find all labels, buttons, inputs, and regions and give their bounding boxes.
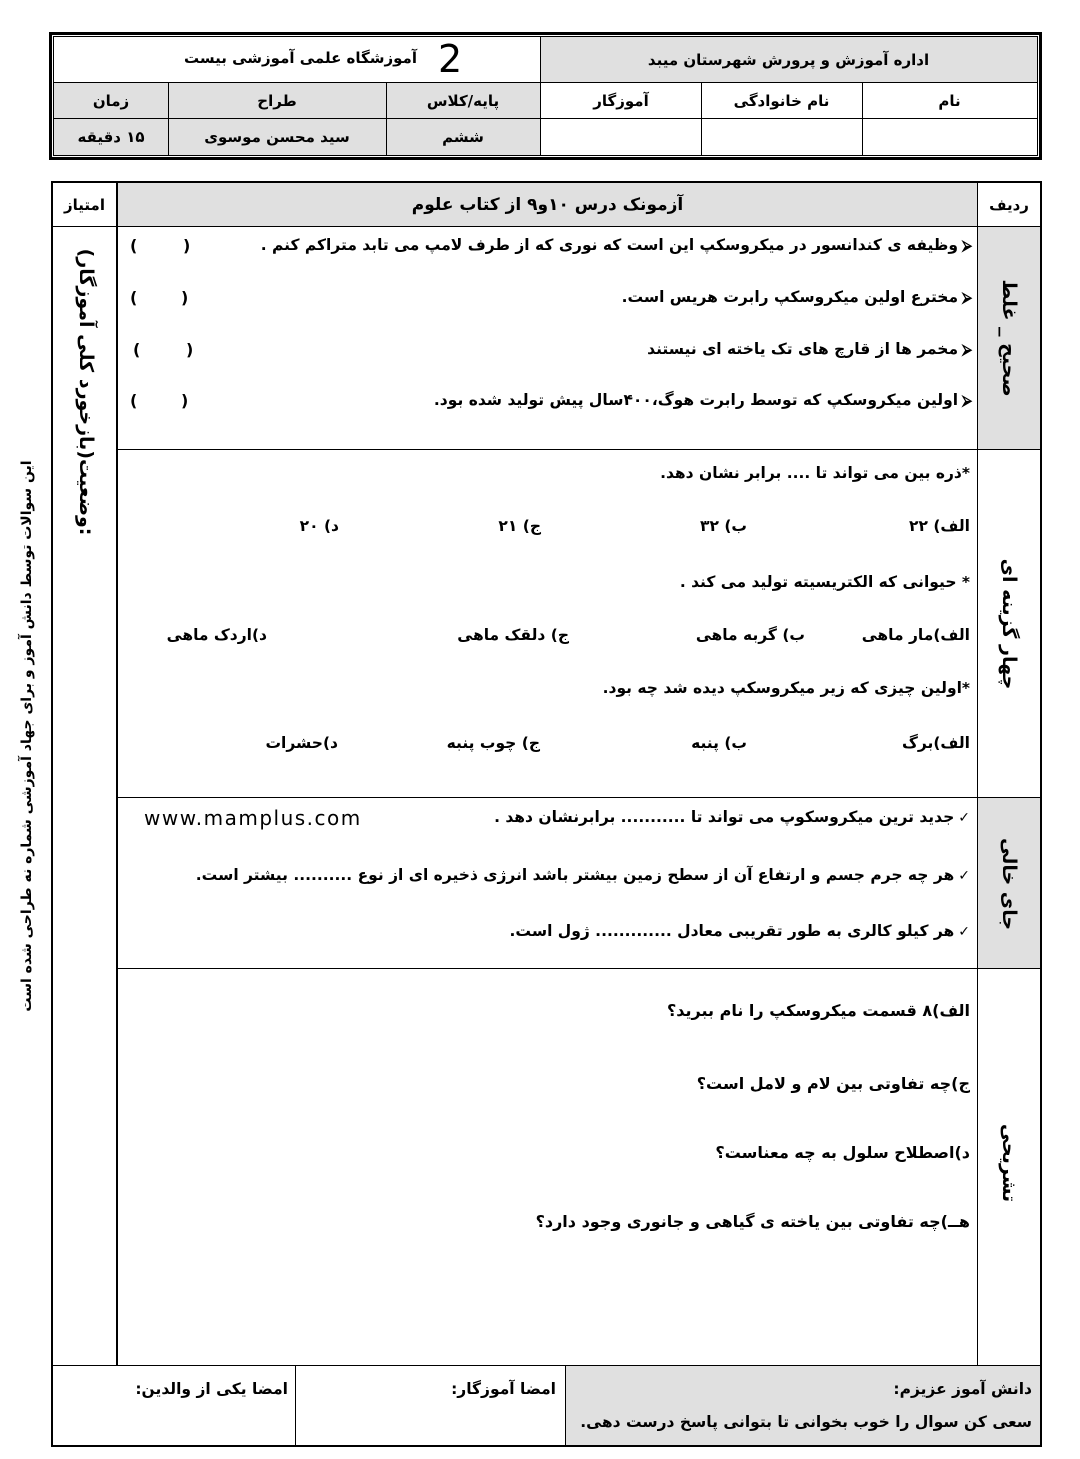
divider	[168, 82, 169, 156]
teacher-signature-label: امضا آموزگار:	[451, 1380, 556, 1398]
student-message-cell	[566, 1366, 1040, 1445]
fill-item: ✓هر چه جرم جسم و ارتفاع آن از سطح زمین بیشتر باشد انرژی ذخیره ای از نوع .......... بیشتر است.	[195, 866, 970, 884]
tf-item: ⮚اولین میکروسکپ که توسط رابرت هوگ،۴۰۰سال پیش تولید شده بود.	[433, 391, 972, 409]
mc-option[interactable]: د)اردک ماهی	[166, 626, 267, 644]
answer-box[interactable]: )	[183, 236, 191, 255]
name-field[interactable]	[862, 119, 1037, 155]
fill-item: ✓هر کیلو کالری به طور تقریبی معادل ............. ژول است.	[509, 922, 970, 940]
mc-option[interactable]: ج) چوب پنبه	[446, 734, 540, 752]
tf-item: ⮚مخترع اولین میکروسکپ رابرت هریس است.	[621, 288, 972, 306]
label-family: نام خانوادگی	[701, 83, 862, 119]
tf-item: ⮚مخمر ها از قارچ های تک یاخته ای نیستند	[647, 340, 972, 358]
answer-box[interactable]: (	[130, 288, 138, 307]
institute-name: آموزشگاه علمی آموزشی بیست	[184, 49, 417, 67]
answer-box[interactable]: )	[181, 288, 189, 307]
family-field[interactable]	[701, 119, 862, 155]
institute-cell	[54, 37, 540, 82]
col-score-header: امتیاز	[64, 195, 105, 214]
exam-title: آزمونک درس ۱۰و۹ از کتاب علوم	[117, 183, 978, 226]
designer-value: سید محسن موسوی	[168, 119, 386, 155]
desc-item: د)اصطلاح سلول به چه معناست؟	[715, 1143, 970, 1162]
parent-signature-label: امضا یکی از والدین:	[135, 1380, 288, 1398]
mc-option[interactable]: الف)برگ	[901, 734, 970, 752]
label-grade: پایه/کلاس	[386, 83, 540, 119]
answer-box[interactable]: (	[130, 391, 138, 410]
tf-item: ⮚وظیفه ی کندانسور در میکروسکپ این است که نوری که از طرف لامپ می تابد متراکم کنم .	[260, 236, 972, 254]
mc-option[interactable]: ج) دلقک ماهی	[457, 626, 569, 644]
desc-item: ج)چه تفاوتی بین لام و لامل است؟	[696, 1074, 970, 1093]
divider	[116, 183, 118, 1365]
mc-option[interactable]: الف)مار ماهی	[861, 626, 970, 644]
fill-label: جای خالی	[998, 837, 1020, 931]
check-icon: ⮚	[962, 342, 972, 358]
mc-option[interactable]: ب) ۳۲	[700, 517, 747, 535]
mc-option[interactable]: ب) گربه ماهی	[695, 626, 805, 644]
student-message: سعی کن سوال را خوب بخوانی تا بتوانی پاسخ درست دهی.	[580, 1413, 1032, 1431]
answer-box[interactable]: (	[130, 236, 138, 255]
mc-option[interactable]: د) ۲۰	[299, 517, 339, 535]
mc-option[interactable]: ج) ۲۱	[498, 517, 541, 535]
grade-value: ششم	[386, 119, 540, 155]
mc-question: *اولین چیزی که زیر میکروسکپ دیده شد چه بود.	[602, 679, 970, 697]
department-name: اداره آموزش و پرورش شهرستان میبد	[647, 50, 930, 69]
answer-box[interactable]: )	[186, 340, 194, 359]
check-icon: ⮚	[962, 393, 972, 409]
divider	[117, 797, 1040, 798]
label-name: نام	[862, 83, 1037, 119]
check-icon: ✓	[958, 924, 970, 940]
mc-label: چهار گزینه ای	[998, 558, 1020, 690]
student-greeting: دانش آموز عزیزم:	[893, 1380, 1032, 1398]
divider	[117, 968, 1040, 969]
desc-item: الف)۸ قسمت میکروسکپ را نام ببرید؟	[667, 1001, 970, 1020]
true-false-label: صحیح _ غلط	[998, 279, 1020, 397]
mc-question: * حیوانی که الکتریسیته تولید می کند .	[679, 573, 970, 591]
page-number: 2	[438, 37, 463, 81]
divider	[53, 118, 1038, 119]
divider	[701, 82, 702, 156]
label-time: زمان	[54, 83, 168, 119]
check-icon: ✓	[958, 868, 970, 884]
time-value: ۱۵ دقیقه	[54, 119, 168, 155]
label-teacher: آموزگار	[541, 83, 701, 119]
check-icon: ⮚	[962, 238, 972, 254]
fill-item: ✓جدید ترین میکروسکوپ می تواند تا ........... برابرنشان دهد .	[494, 808, 970, 826]
check-icon: ⮚	[962, 290, 972, 306]
label-designer: طراح	[168, 83, 386, 119]
answer-box[interactable]: (	[133, 340, 141, 359]
check-icon: ✓	[958, 810, 970, 826]
divider	[117, 449, 1040, 450]
mc-option[interactable]: الف) ۲۲	[909, 517, 970, 535]
divider	[295, 1366, 296, 1445]
answer-box[interactable]: )	[181, 391, 189, 410]
desc-label: تشریحی	[998, 1123, 1020, 1203]
divider	[862, 82, 863, 156]
col-row-header: ردیف	[989, 195, 1029, 214]
mc-option[interactable]: ب) پنبه	[691, 734, 747, 752]
divider	[565, 1366, 566, 1445]
teacher-feedback-label: وضعیت(بازخورد کلی آموزگار):	[75, 248, 97, 536]
desc-item: هــ)چه تفاوتی بین یاخته ی گیاهی و جانوری وجود دارد؟	[535, 1212, 970, 1231]
department-cell	[540, 37, 1037, 82]
side-note: این سوالات توسط دانش آموز و برای جهاد آموزشی شماره نه طراحی شده است	[19, 460, 35, 1012]
teacher-field[interactable]	[541, 119, 701, 155]
mc-option[interactable]: د)حشرات	[265, 734, 338, 752]
divider	[386, 82, 387, 156]
mc-question: *ذره بین می تواند تا .... برابر نشان دهد.	[660, 464, 970, 482]
divider	[53, 226, 1040, 227]
watermark: www.mamplus.com	[144, 806, 362, 830]
